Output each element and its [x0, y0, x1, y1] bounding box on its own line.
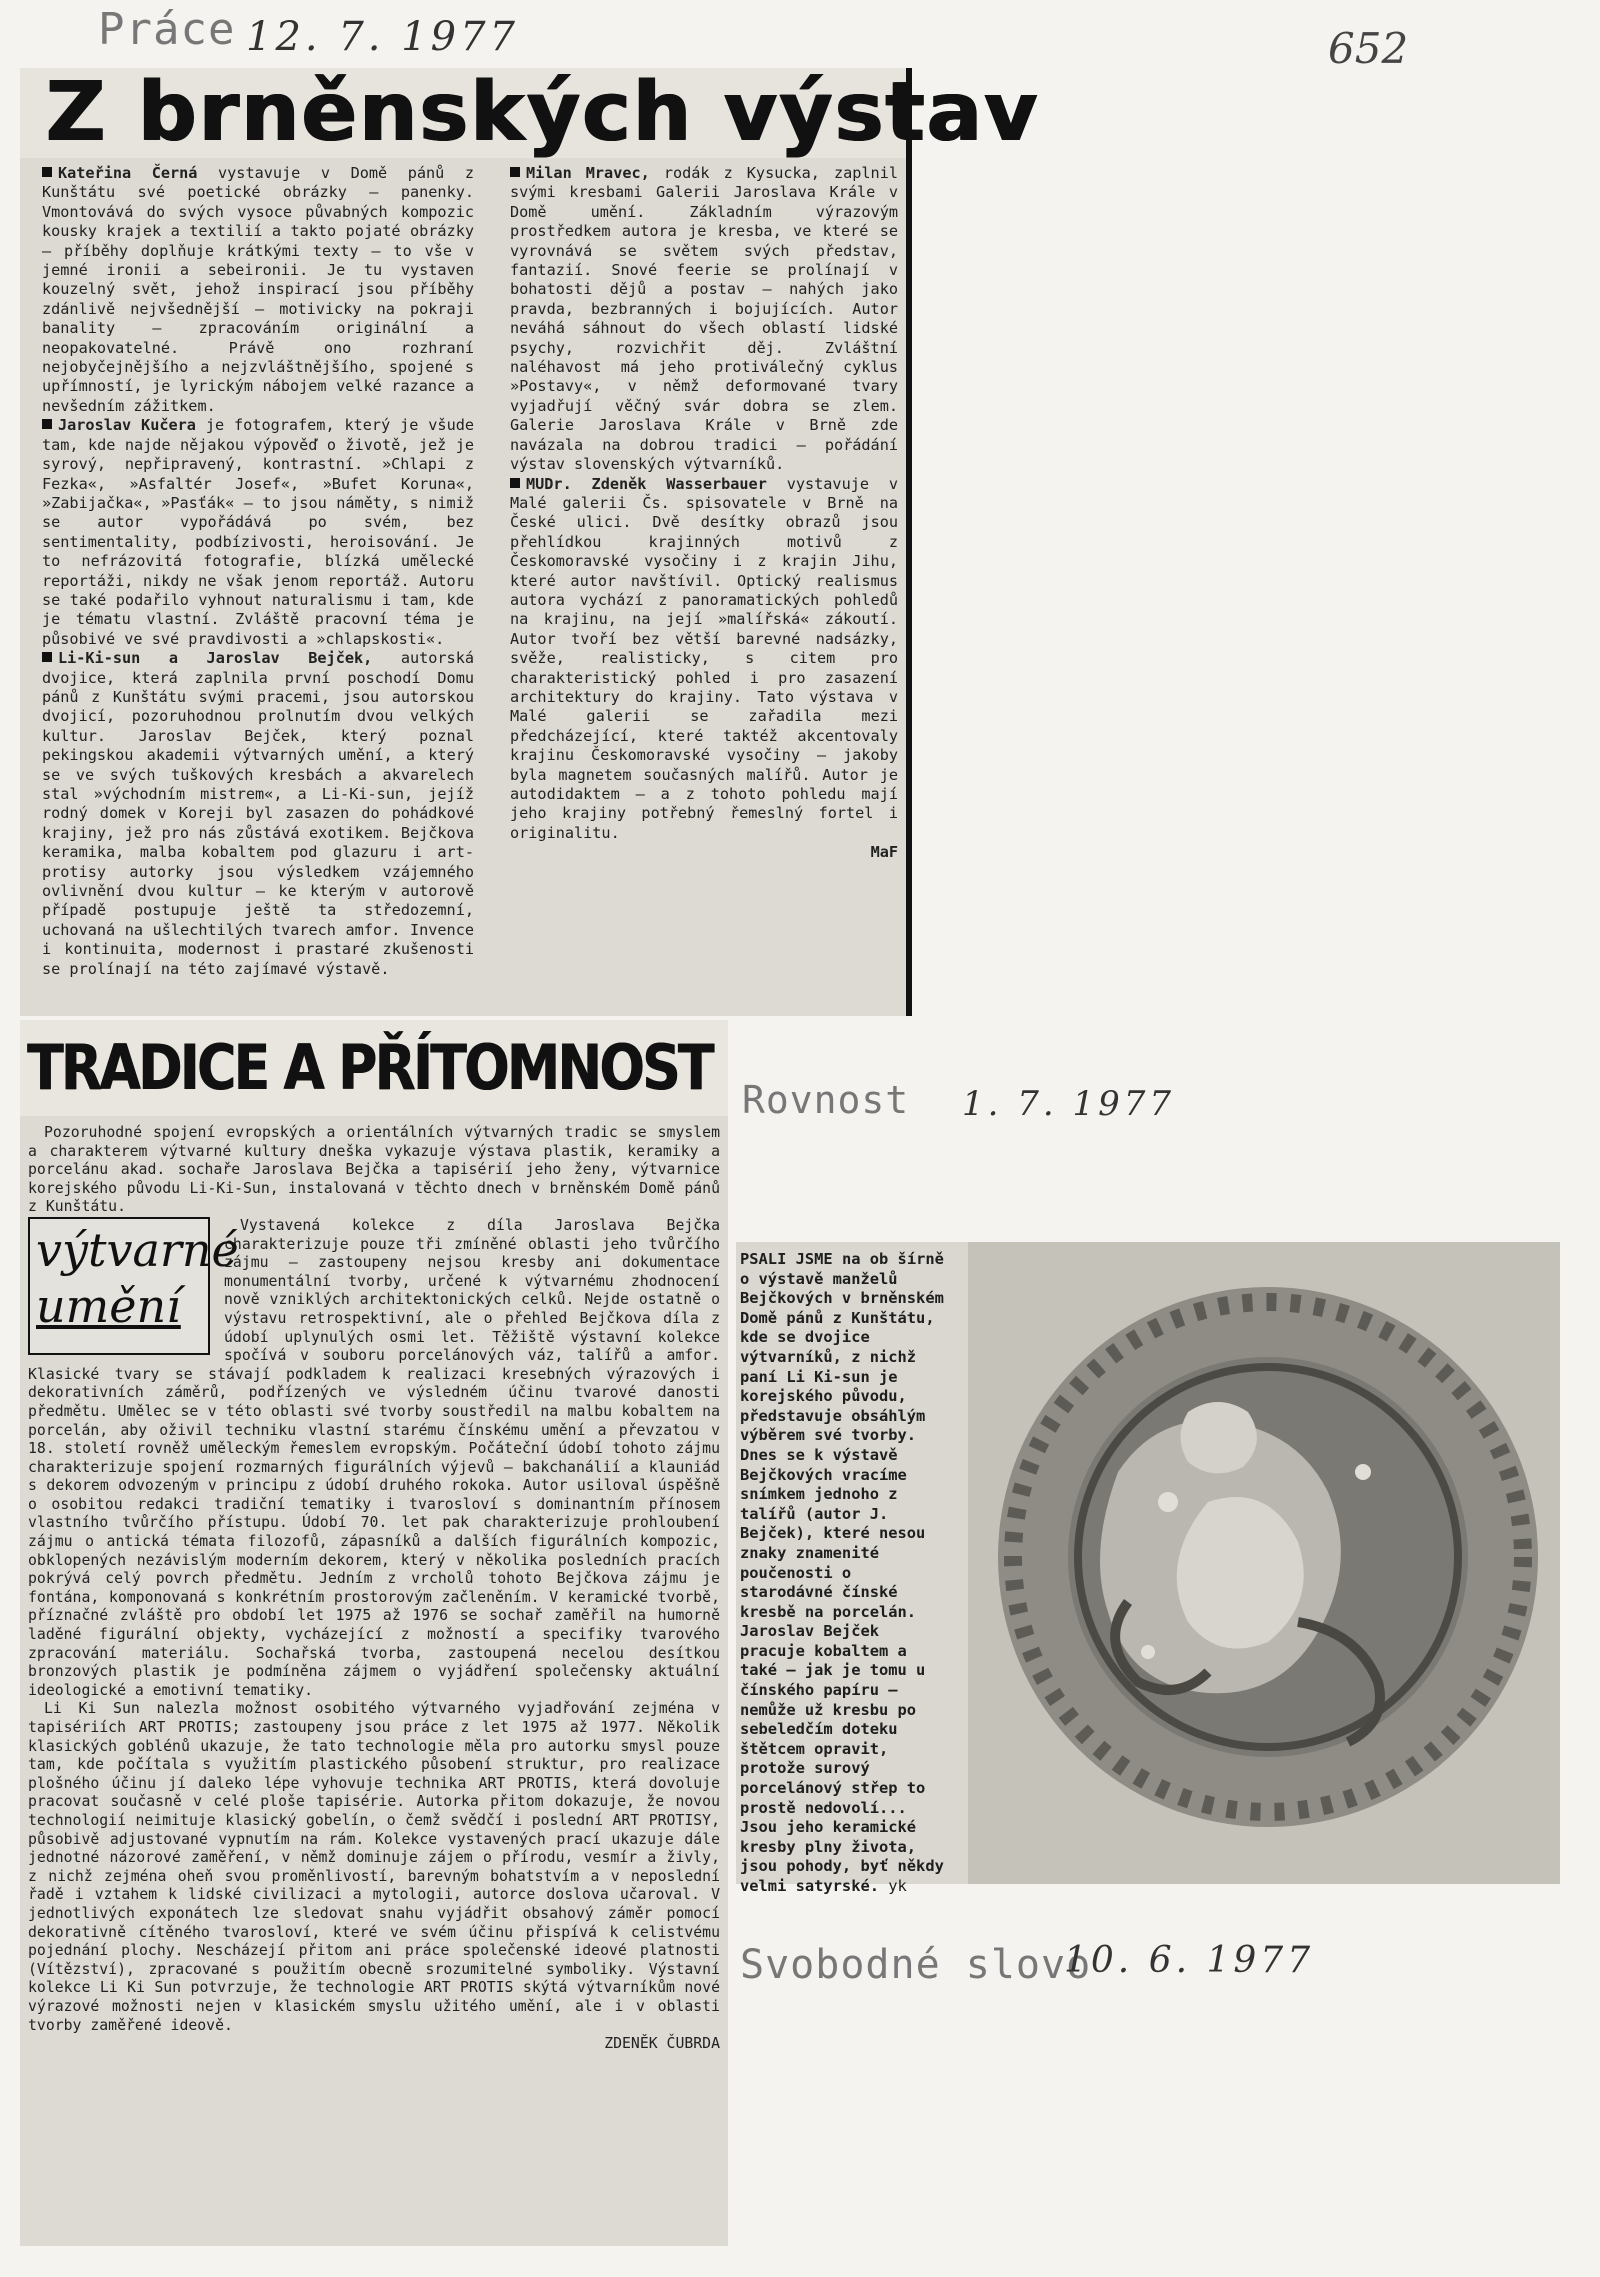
handwritten-date: 1. 7. 1977: [962, 1084, 1176, 1124]
author-signature: ZDENĚK ČUBRDA: [604, 2035, 720, 2053]
paragraph-text: vystavuje v Domě pánů z Kunštátu své poetické obrázky — panenky. Vmontovává do svých vysoce půvabných kompozic kousky krajek a textilií a takto pojaté obrázky — příběhy doplňuje krátkými texty — to vše v jemné ironii a sebeironii. Je tu vystaven kouzelný svět, jehož inspirací jsou příběhy zdánlivě nejvšednější — motivicky na pokraji banality — zpracováním originální a neopakovatelné. Právě ono rozhraní nejobyčejnějšího a nejzvláštnějšího, spojené s upřímností, je lyrickým nábojem velké razance a nevšedním zážitkem.: [42, 164, 474, 415]
clipping-photo-plate: [736, 1242, 1560, 1895]
bullet-square-icon: [510, 478, 520, 488]
article-paragraph: [42, 416, 474, 649]
bullet-square-icon: [42, 419, 52, 429]
article-title: TRADICE A PŘÍTOMNOST: [26, 1031, 712, 1104]
caption-signature: yk: [888, 1877, 907, 1895]
plate-photograph: [968, 1242, 1560, 1884]
bullet-square-icon: [42, 652, 52, 662]
article-paragraph: [42, 164, 474, 416]
article-body: [28, 1124, 720, 2054]
logo-line: výtvarné: [36, 1222, 239, 1277]
handwritten-date: 10. 6. 1977: [1064, 1940, 1315, 1981]
paragraph-text: autorská dvojice, která zaplnila první poschodí Domu pánů z Kunštátu svými pracemi, jsou autorskou dvojicí, pozoruhodnou prolnutím dvou velkých kultur. Jaroslav Bejček, který poznal pekingskou akademii výtvarných umění, a který se ve svých tuškových kresbách a akvarelech stal »východním mistrem«, a Li-Ki-sun, jejíž rodný domek v Koreji byl zasazen do pohádkové krajiny, jež pro nás zůstává exotikem. Bejčkova keramika, malba kobaltem pod glazuru i art-protisy autorky jsou výsledkem vzájemného ovlivnění dvou kultur — ke kterým v autorově případě postupuje ještě ta středozemní, uchovaná na ušlechtilých tvarech amfor. Invence i kontinuita, modernost i prastaré zkušenosti se prolínají na této zajímavé výstavě.: [42, 649, 474, 978]
caption-lead: PSALI JSME: [740, 1250, 833, 1268]
handwritten-date: 12. 7. 1977: [246, 14, 520, 60]
artist-name: Kateřina Černá: [58, 164, 198, 182]
artist-name: Jaroslav Kučera: [58, 416, 196, 435]
artist-name: MUDr. Zdeněk Wasserbauer: [526, 474, 767, 493]
photo-caption: [740, 1250, 950, 1897]
article-paragraph: Li Ki Sun nalezla možnost osobitého výtvarného vyjadřování zejména v tapisériích ART PROTIS; zastoupeny jsou práce z let 1975 až 1977. Několik klasických goblénů ukazuje, že tato technologie měla pro autorku smysl pouze tam, kde počítala s využitím plastického působení struktur, pro realizace plošného účinu jí daleko lépe vyhovuje technika ART PROTIS, která dovoluje pracovat současně v celé ploše tapisérie. Autorka přitom dokazuje, že novou technologií neimituje klasický gobelín, o čemž svědčí i poslední ART PROTISY, působivě adjustované vypnutím na rám. Kolekce vystavených prací ukazuje dále jednotné názorové zaměření, v němž dominuje zájem o přírodu, vesmír a živly, z nichž zejména oheň svou proměnlivostí, barevným bohatstvím a v neposlední řadě i vztahem k lidské civilizaci a mytologii, autorce doslova učaroval. V jednotlivých exponátech lze sledovat snahu vyjádřit obsahový záměr pomocí dekorativně cítěného tvarosloví, které ve svém účinu přispívá k celistvému pojednání plochy. Nescházejí přitom ani práce společenské ideové platnosti (Vítězství), zpracované s použitím obecně srozumitelné symboliky. Výstavní kolekce Li Ki Sun potvrzuje, že technologie ART PROTIS skýtá výtvarníkům nové výrazové možnosti nejen v klasickém smyslu užitého umění, ale i v oblasti tvorby zaměřené ideově.: [28, 1700, 720, 2034]
article-paragraph: Vystavená kolekce z díla Jaroslava Bejčka charakterizuje pouze tři zmíněné oblasti jeho tvůrčího zájmu — zastoupeny nejsou kresby ani dokumentace monumentální tvorby, určené k výtvarnému zhodnocení nově vzniklých architektonických celků. Nejde ostatně o výstavu retrospektivní, ale o přehled Bejčkova díla z údobí uplynulých osmi let. Těžiště výstavní kolekce spočívá v souboru porcelánových váz, talířů a amfor. Klasické tvary se stávají podkladem k realizaci kresebných výrazových i dekorativních záměrů, podřízených ve výsledném účinu tvarové danosti předmětu. Umělec se v této oblasti své tvorby soustředil na malbu kobaltem na porcelán, aby oživil techniku vlastní starému čínskému umění a převzatou v 18. století rovněž uměleckým řemeslem evropským. Počáteční údobí tohoto zájmu charakterizuje spojení rozmarných figurálních výjevů — bakchanálií a klauniád s dekorem odvozeným v principu z údobí druhého rokoka. Autor usiloval úspěšně o osobitou redakci tradiční tematiky i tvarosloví s dominantním přínosem vlastního tvůrčího přístupu. Údobí 70. let pak charakterizuje prohloubení zájmu o antická témata filozofů, zápasníků a dalších figurálních kompozic, obklopených nezávislým moderním dekorem, který v několika posledních pracích pokrývá celý povrch předmětu. Jedním z vrcholů tohoto Bejčkova zájmu je fontána, komponovaná s konkrétním prostorovým začleněním. V keramické tvorbě, příznačné zvláště pro období let 1975 až 1976 se sochař zaměřil na humorně laděné figurální objekty, vycházející z možností a specifiky tvarového zpracování materiálu. Sochařská tvorba, zastoupená necelou desítkou bronzových plastik je podmíněna zájmem o vyjádření společensky aktuální ideologické a emotivní tematiky.: [28, 1216, 720, 1699]
logo-line: umění: [36, 1278, 181, 1333]
newspaper-source-stamp: Svobodné slovo: [740, 1942, 1092, 1988]
newspaper-source-stamp: Práce: [98, 4, 236, 55]
artist-name: Li-Ki-sun a Jaroslav Bejček,: [58, 649, 373, 668]
author-signature: MaF: [870, 843, 898, 862]
article-column-right: [510, 164, 898, 863]
artist-name: Milan Mravec,: [526, 164, 650, 182]
article-paragraph: [42, 649, 474, 979]
clipping-headline-bar: [20, 65, 1040, 160]
paragraph-text: je fotografem, který je všude tam, kde najde nějakou výpověď o životě, jež je syrový, nepřipravený, kontrastní. »Chlapi z Fezka«, »Asfaltér Josef«, »Bufet Koruna«, »Zabijačka«, »Pasťák« — to jsou náměty, s nimiž se autor vypořádává po svém, bez sentimentality, podbízivosti, heroisování. Je to nefrázovitá fotografie, blízká umělecké reportáži, nikdy ne však jenom reportáž. Autoru se také podařilo vyhnout naturalismu i tam, kde je tématu vlastní. Zvláště pracovní téma je působivé ve své pravdivosti a »chlapskosti«.: [42, 416, 475, 648]
paragraph-text: vystavuje v Malé galerii Čs. spisovatele v Brně na České ulici. Dvě desítky obrazů jsou přehlídkou krajinných motivů z Českomoravské vysočiny i z krajin Jihu, které autor navštívil. Optický realismus autora vychází z panoramatických pohledů na krajinu, na její »malířská« zákoutí. Autor tvoří bez větší barevné nadsázky, svěže, realisticky, s citem pro charakteristický pohled i pro zasazení architektury do krajiny. Tato výstava v Malé galerii se zařadila mezi předcházející, které taktéž akcentovaly krajinu Českomoravské vysočiny — jakoby byla magnetem současných malířů. Autor je autodidaktem — a z tohoto pohledu mají jeho krajiny potřebný řemeslný fortel i originalitu.: [510, 474, 898, 842]
clipping-headline-bar: [20, 1020, 728, 1116]
article-paragraph: [510, 475, 898, 844]
article-paragraph: Pozoruhodné spojení evropských a orientálních výtvarných tradic se smyslem a charakterem výtvarné kultury dneška vykazuje výstava plastik, keramiky a porcelánu akad. sochaře Jaroslava Bejčka a tapisérií jeho ženy, výtvarnice korejského původu Li-Ki-Sun, instalovaná v těchto dnech v brněnském Domě pánů z Kunštátu.: [28, 1124, 720, 1216]
page-number: 652: [1328, 24, 1409, 73]
article-paragraph: [510, 164, 898, 475]
decorated-plate-image: [968, 1242, 1560, 1884]
newspaper-source-stamp: Rovnost: [742, 1078, 910, 1122]
bullet-square-icon: [510, 167, 520, 177]
bullet-square-icon: [42, 167, 52, 177]
caption-text: na ob šírně o výstavě manželů Bejčkových v brněnském Domě pánů z Kunštátu, kde se dvojice výtvarníků, z nichž paní Li Ki-sun je korejského původu, představuje obsáhlým výběrem své tvorby. Dnes se k výstavě Bejčkových vracíme snímkem jednoho z talířů (autor J. Bejček), které nesou znaky znamenité poučenosti o starodávné čínské kresbě na porcelán. Jaroslav Bejček pracuje kobaltem a také — jak je tomu u čínského papíru — nemůže už kresbu po sebeledčím doteku štětcem opravit, protože surový porcelánový střep to prostě nedovolí... Jsou jeho keramické kresby plny života, jsou pohody, byť někdy velmi satyrské.: [740, 1250, 944, 1895]
clipping-tradice-a-pritomnost: [20, 1020, 728, 2246]
article-title: Z brněnských výstav: [46, 65, 1040, 160]
paragraph-text: rodák z Kysucka, zaplnil svými kresbami Galerii Jaroslava Krále v Domě umění. Základním výrazovým prostředkem autora je kresba, ve které se vyrovnává se světem svých představ, fantazií. Snové feerie se prolínají v bohatosti dějů a postav — nahých jako pravda, bezbranných i bojujících. Autor neváhá sáhnout do všech oblastí lidské psychy, rozvichřit děj. Zvláštní naléhavost má jeho protiválečný cyklus »Postavy«, v němž deformované tvary vyjadřují věčný svár dobra se zlem. Galerie Jaroslava Krále v Brně zde navázala na dobrou tradici — pořádání výstav slovenských výtvarníků.: [510, 164, 898, 474]
article-column-left: [42, 164, 474, 979]
clipping-z-brnenskych-vystav: [20, 65, 1040, 1016]
vytvarne-umeni-logo: [28, 1217, 239, 1355]
